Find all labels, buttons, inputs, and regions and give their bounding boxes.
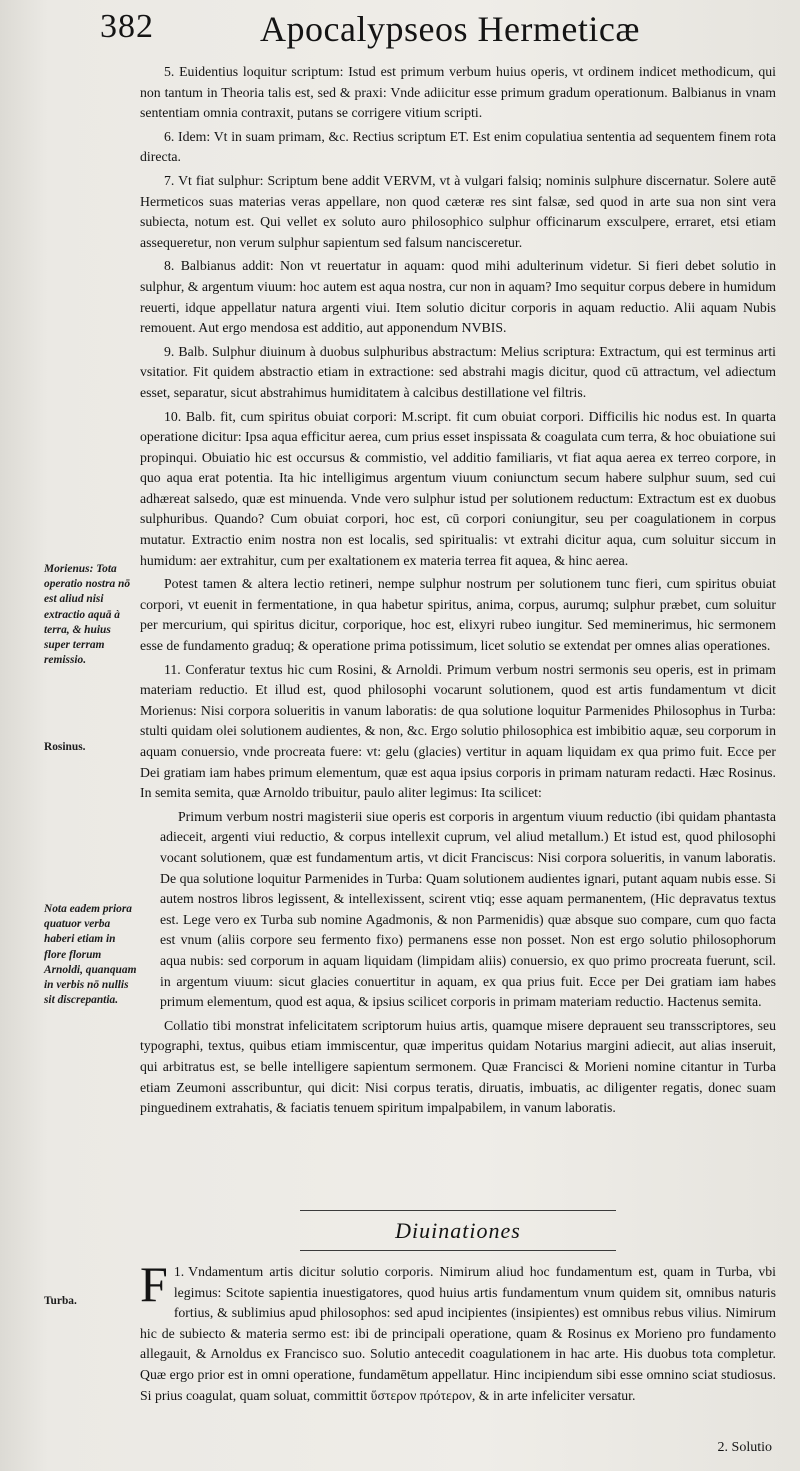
margin-note-nota: Nota eadem priora quatuor verba haberi etiam in flore florum Arnoldi, quanquam in verbis nō nullis sit discrepantia. [44, 903, 137, 1007]
page-header [100, 8, 790, 56]
paragraph: 9. Balb. Sulphur diuinum à duobus sulphuribus abstractum: Melius scriptura: Extractum, qui est terminus arti vsitatior. Fit quidem abstractio etiam in extractione: sed abstrahi magis dicitur, quod cū attractum, vel adiectum esset, separatur, sicut abstrahimus humiditatem à calcibus destillatione vel filtris. [140, 343, 776, 400]
paragraph: 5. Euidentius loquitur scriptum: Istud est primum verbum huius operis, vt ordinem indicet methodicum, qui non tantum in Theoria talis est, sed & praxi: Vnde adiicitur esse primum gradum operationum. Balbianus in vnam sententiam omnia contraxit, putans se corrigere vitium scripti. [140, 64, 776, 121]
paragraph: 6. Idem: Vt in suam primam, &c. Rectius scriptum ET. Est enim copulatiua sententia ad sequentem finem rota directa. [140, 128, 776, 165]
margin-note-turba: Turba. [44, 1295, 77, 1307]
main-text [140, 62, 776, 1122]
paragraph: 10. Balb. fit, cum spiritus obuiat corpori: M.script. fit cum obuiat corpori. Difficilis hic nodus est. In quarta operatione dicitur: Ipsa aqua efficitur aerea, cum prius esset inspissata & coagulata cum terra, & hoc obuiatione sui propinqui. Obuiatio hic est occursus & commistio, vel additio familiaris, vt fiat aqua aerea ex terreo corpore, in quo aqua erat potentia. Ita hic intelligimus argentum viuum coniunctum secum habere sulphur suum, sed cui adhæreat salsedo, quæ est minuenda. Vnde vero sulphur istud per solutionem reductum: Extractum est ex duobus sulphuribus. Quando? Cum obuiat corpori, hoc est, cū corpori coniungitur, seu per coagulationem in corpus mutatur. Extractio enim nostra non est localis, sed spiritualis: vt extrahi dicitur aqua, cum soluitur siccum in humidum: aer extrahitur, cum per exaltationem ex materia terrea fit aquea, & hinc aerea. [140, 408, 776, 568]
quoted-paragraph: Primum verbum nostri magisterii siue operis est corporis in argentum viuum reductio (ibi quidam phantasta adieceit, argenti viui reductio, & corpus intellexit cuprum, vel aliud metallum.) Et istud est, quod philosophi vocant solutionem, quæ est fundamentum artis, vt dicit Franciscus: Nisi corpora solueritis, in vanum laboratis. De qua solutione loquitur Parmenides in Turba: Quam solutionem audientes ignari, putant aquam nubis esse. Si autem nostros libros legissent, & intellexissent, scirent vtiq; esse aquam permanentem, (Hic depravatus textus est. Lege vero ex Turba sub nomine Agadmonis, & non Parmenidis) quæ absque suo compare, cum quo facta est vnum (aliis corpore seu fermento fixo) permanens esse non posset. Non est ergo solutio philosophorum aqua nubis: sed corporum in aquam liquidam (limpidam aliis) conuersio, ex quo primo procreata fuerunt, scil. in argentum viuum: sicut glacies conuertitur in aquam, ex qua prius fuit. Ecce per Dei gratiam iam habes primum elementum, quod est aqua, & ipsius scilicet corporis in primam materiam reductio. Hactenus semita. [160, 808, 776, 1010]
margin-note-morienus: Morienus: Tota operatio nostra nō est aliud nisi extractio aquā à terra, & huius super terram remissio. [44, 563, 131, 667]
section-rule-top [300, 1210, 616, 1211]
paragraph: 11. Conferatur textus hic cum Rosini, & Arnoldi. Primum verbum nostri sermonis seu operis, est in primam materiam reductio. Et illud est, quod philosophi vocarunt solutionem, quod est artis fundamentum vt dicit Morienus: Nisi corpora solueritis in vanum laboratis: de qua solutione loquitur Parmenides Philosophus in Turba: stulti quidam olei solutionem audientes, & non, &c. Ergo solutio philosophica est imbibitio aquæ, seu corporum in aquam conuersio, vnde procreata fuere: vt: gelu (glacies) vertitur in aquam liquidam ex qua primo fuit. Ecce per Dei gratiam iam habes primum elementum, quæ est aqua ipsius corporis in primam naturam redacti. Hæc Rosinus. In semita semita, quæ Arnoldo tribuitur, paulo aliter legimus: Ita scilicet: [140, 661, 776, 801]
running-title: Apocalypseos Hermeticæ [260, 9, 640, 49]
section-body: Vndamentum artis dicitur solutio corporis. Nimirum aliud hoc fundamentum est, quam in Turba, vbi legimus: Scitote sapientia inuestigatores, quod huius artis fundamentum vnum quidem sit, omnibus naturis fortius, & sublimius apud philosophos: sed apud incipientes (insipientes) est omnibus rebus vilius. Nimirum hic de subiecto & materia sermo est: ibi de principali operatione, quam & Rosinus ex Morieno pro fundamento allegauit, & Arnoldus ex Francisco suo. Solutio antecedit coagulationem in hac arte. His duobus tota completur. Quæ ergo prior est in omni operatione, fundamētum appellatur. Hinc incipiendum sibi esse omnino sciat studiosus. Si prius coagulat, quam soluat, committit ὕστερον πρότερον, & in arte infeliciter versatur. [140, 1264, 776, 1403]
margin-note-rosinus: Rosinus. [44, 741, 86, 753]
paragraph: Potest tamen & altera lectio retineri, nempe sulphur nostrum per solutionem tunc fieri, cum spiritus obuiat corpori, vt euenit in fermentatione, in qua habetur spiritus, anima, corpus, aurumq; sulphur præbet, cum soluitur per mercurium, qui spiritus dicitur, corporique, hoc est, elixyri rubeo iungitur. Sed meminerimus, hic sermonem esse de fundamento graduq; & operatione prima potissimum, licet solutio se extendat per omnes alias operationes. [140, 576, 776, 654]
paragraph: 7. Vt fiat sulphur: Scriptum bene addit VERVM, vt à vulgari falsiq; nominis sulphure discernatur. Solere autē Hermeticos suas materias veras appellare, non quod cæteræ res sint falsæ, sed quod in arte sua non sint vera subiecta, notum est. Qui vellet ex soluto auro philosophico sulphur officinarum exsculpere, erraret, etsi etiam assequeretur, non verum sulphur sapientum sed falsum nancisceretur. [140, 172, 776, 250]
paragraph: Collatio tibi monstrat infelicitatem scriptorum huius artis, quamque misere deprauent seu transscriptores, seu typographi, textus, quibus etiam immiscentur, quæ imperitus quidam Notarius margini adiecit, aut alias inseruit, qui arbitratus est, se belle intelligere sapientum sermonem. Quæ Francisci & Morieni nomine citantur in Turba etiam Zeumoni asscribuntur, qui dicit: Nisi corpus teratis, diruatis, imbuatis, ac diligenter regatis, donec suam pinguedinem extrahatis, & faciatis tenuem spiritum impalpabilem, in vanum laboratis. [140, 1017, 776, 1116]
section-number: 1. [173, 1264, 185, 1279]
section-rule-bottom [300, 1250, 616, 1251]
section-text [140, 1256, 776, 1406]
drop-cap-letter: F [140, 1256, 168, 1312]
paragraph: 8. Balbianus addit: Non vt reuertatur in aquam: quod mihi adulterinum videtur. Si fieri debet solutio in sulphur, & argentum viuum: hoc autem est aqua nostra, cur non in aquam? Imo sequitur corpus debere in humidum reuerti, idque appellatur natura argenti viui. Item solutio dicitur corporis in aquam reductio. Alii aquam Nubis remouent. Aut ergo mendosa est additio, aut apponendum NVBIS. [140, 258, 777, 336]
page-number: 382 [100, 8, 154, 45]
catchword: 2. Solutio [717, 1440, 772, 1455]
section-title: Diuinationes [395, 1218, 521, 1243]
